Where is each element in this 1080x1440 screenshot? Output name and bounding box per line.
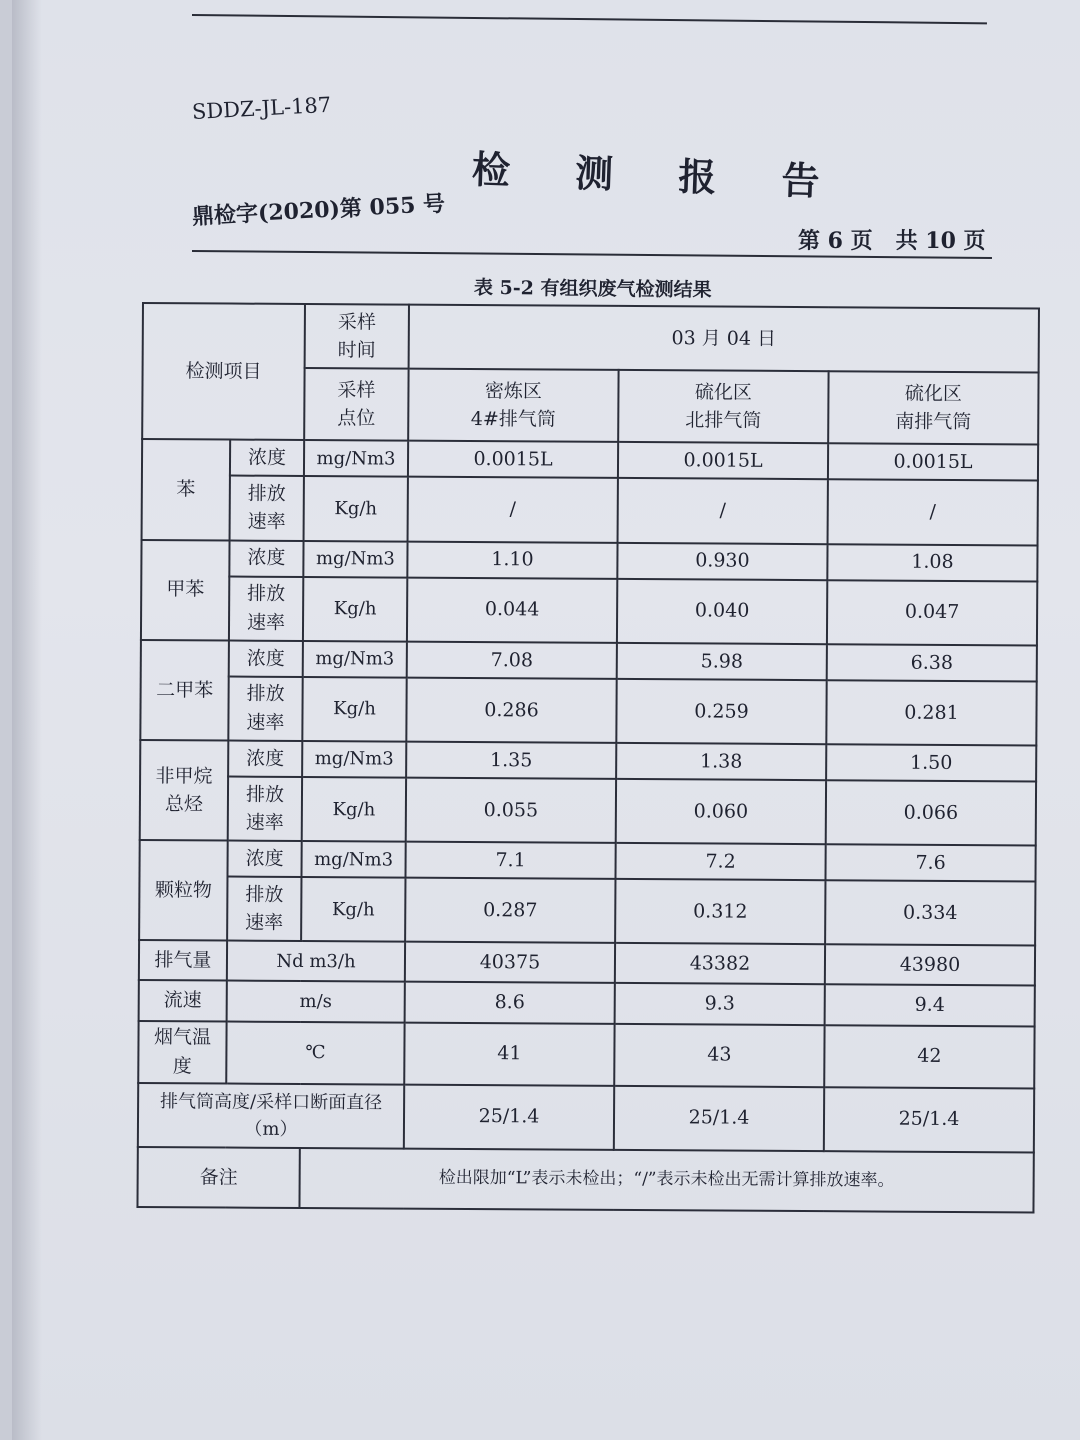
parameter-name: 流速 — [139, 980, 227, 1021]
unit-cell: Kg/h — [302, 777, 406, 842]
value-cell: 0.0015L — [828, 443, 1038, 480]
sampling-point: 密炼区 4#排气筒 — [408, 369, 618, 442]
value-cell: 25/1.4 — [614, 1086, 824, 1151]
value-cell: / — [618, 478, 828, 543]
value-cell: / — [408, 477, 618, 542]
value-cell: 0.334 — [825, 880, 1035, 945]
value-cell: 0.281 — [826, 680, 1036, 745]
results-table — [136, 302, 1040, 1213]
parameter-label: 浓度 — [230, 440, 304, 477]
table-row — [141, 540, 1037, 582]
pollutant-name: 颗粒物 — [139, 840, 228, 941]
unit-cell: Kg/h — [303, 577, 407, 642]
item-header: 检测项目 — [142, 303, 305, 440]
value-cell: 1.38 — [616, 743, 826, 780]
pollutant-name: 非甲烷 总烃 — [140, 740, 229, 841]
value-cell: 7.6 — [825, 844, 1035, 881]
value-cell: 0.0015L — [408, 441, 618, 478]
value-cell: / — [828, 480, 1038, 545]
table-row — [138, 1021, 1034, 1089]
value-cell: 1.10 — [407, 541, 617, 578]
table-row — [140, 676, 1036, 746]
report-number: 鼎检字(2020)第 055 号 — [191, 190, 446, 230]
value-cell: 43382 — [615, 943, 825, 984]
parameter-label: 排放 速率 — [229, 576, 303, 641]
table-row — [141, 576, 1037, 646]
value-cell: 40375 — [405, 942, 615, 983]
value-cell: 25/1.4 — [404, 1084, 614, 1149]
value-cell: 0.0015L — [618, 442, 828, 479]
report-page — [12, 0, 1080, 1440]
pollutant-name: 二甲苯 — [140, 640, 229, 741]
parameter-label: 浓度 — [229, 640, 303, 677]
unit-cell: Kg/h — [302, 677, 406, 742]
value-cell: 5.98 — [617, 643, 827, 680]
value-cell: 43 — [614, 1023, 824, 1086]
document-code: SDDZ-JL-187 — [191, 92, 332, 124]
pollutant-name: 甲苯 — [141, 540, 230, 641]
value-cell: 41 — [404, 1022, 614, 1085]
table-row — [141, 640, 1037, 682]
table-row — [140, 776, 1036, 846]
unit-cell: mg/Nm3 — [304, 440, 408, 477]
table-row — [140, 740, 1036, 782]
value-cell: 0.287 — [405, 878, 615, 943]
parameter-label: 排放 速率 — [230, 476, 304, 541]
value-cell: 9.3 — [615, 983, 825, 1024]
value-cell: 1.35 — [406, 742, 616, 779]
parameter-name: 烟气温 度 — [138, 1021, 226, 1084]
value-cell: 7.08 — [407, 641, 617, 678]
value-cell: 8.6 — [405, 982, 615, 1023]
unit-cell: Kg/h — [304, 476, 408, 541]
parameter-label: 排放 速率 — [228, 777, 302, 842]
parameter-label: 浓度 — [228, 740, 302, 777]
table-row — [139, 840, 1035, 882]
top-rule — [192, 14, 987, 24]
unit-cell: Kg/h — [301, 877, 405, 942]
remark-row — [137, 1147, 1033, 1213]
parameter-label: 浓度 — [227, 841, 301, 878]
parameter-label: 浓度 — [229, 540, 303, 577]
stack-label: 排气筒高度/采样口断面直径 （m） — [138, 1083, 404, 1149]
sampling-time-value: 03 月 04 日 — [409, 305, 1039, 373]
unit-cell: mg/Nm3 — [303, 541, 407, 578]
table-row — [142, 475, 1038, 545]
value-cell: 0.055 — [406, 778, 616, 843]
table-row — [139, 940, 1035, 986]
unit-cell: m/s — [227, 981, 405, 1022]
value-cell: 25/1.4 — [824, 1087, 1034, 1152]
unit-cell: Nd m3/h — [227, 941, 405, 982]
value-cell: 0.044 — [407, 577, 617, 642]
value-cell: 0.066 — [826, 780, 1036, 845]
value-cell: 0.312 — [615, 879, 825, 944]
sampling-time-label: 采样 时间 — [305, 304, 409, 369]
unit-cell: mg/Nm3 — [303, 641, 407, 678]
value-cell: 0.930 — [617, 542, 827, 579]
unit-cell: mg/Nm3 — [302, 741, 406, 778]
page-info: 第 6 页 共 10 页 — [798, 228, 986, 254]
value-cell: 0.040 — [617, 579, 827, 644]
value-cell: 1.50 — [826, 744, 1036, 781]
value-cell: 6.38 — [827, 644, 1037, 681]
value-cell: 7.2 — [615, 843, 825, 880]
table-row — [139, 980, 1035, 1026]
pollutant-name: 苯 — [142, 439, 231, 540]
sampling-point: 硫化区 南排气筒 — [828, 371, 1038, 444]
sampling-point: 硫化区 北排气筒 — [618, 370, 828, 443]
table-row — [138, 1083, 1034, 1153]
value-cell: 0.286 — [406, 677, 616, 742]
unit-cell: ℃ — [226, 1021, 404, 1084]
table-row — [142, 439, 1038, 481]
parameter-name: 排气量 — [139, 940, 227, 981]
value-cell: 43980 — [825, 945, 1035, 986]
value-cell: 0.060 — [616, 779, 826, 844]
parameter-label: 排放 速率 — [227, 877, 301, 942]
value-cell: 1.08 — [827, 544, 1037, 581]
unit-cell: mg/Nm3 — [302, 841, 406, 878]
binding-shadow — [12, 0, 42, 1440]
value-cell: 0.047 — [827, 580, 1037, 645]
value-cell: 9.4 — [825, 985, 1035, 1026]
document-title: 检 测 报 告 — [471, 146, 847, 205]
remark-text: 检出限加“L”表示未检出；“/”表示未检出无需计算排放速率。 — [299, 1148, 1033, 1213]
sampling-point-label: 采样 点位 — [304, 368, 408, 441]
remark-label: 备注 — [137, 1147, 299, 1208]
results-table-wrap — [136, 302, 1038, 1213]
value-cell: 7.1 — [406, 842, 616, 879]
parameter-label: 排放 速率 — [228, 676, 302, 741]
table-caption: 表 5-2 有组织废气检测结果 — [473, 276, 712, 302]
value-cell: 0.259 — [616, 679, 826, 744]
table-row — [139, 876, 1035, 946]
value-cell: 42 — [824, 1025, 1034, 1088]
